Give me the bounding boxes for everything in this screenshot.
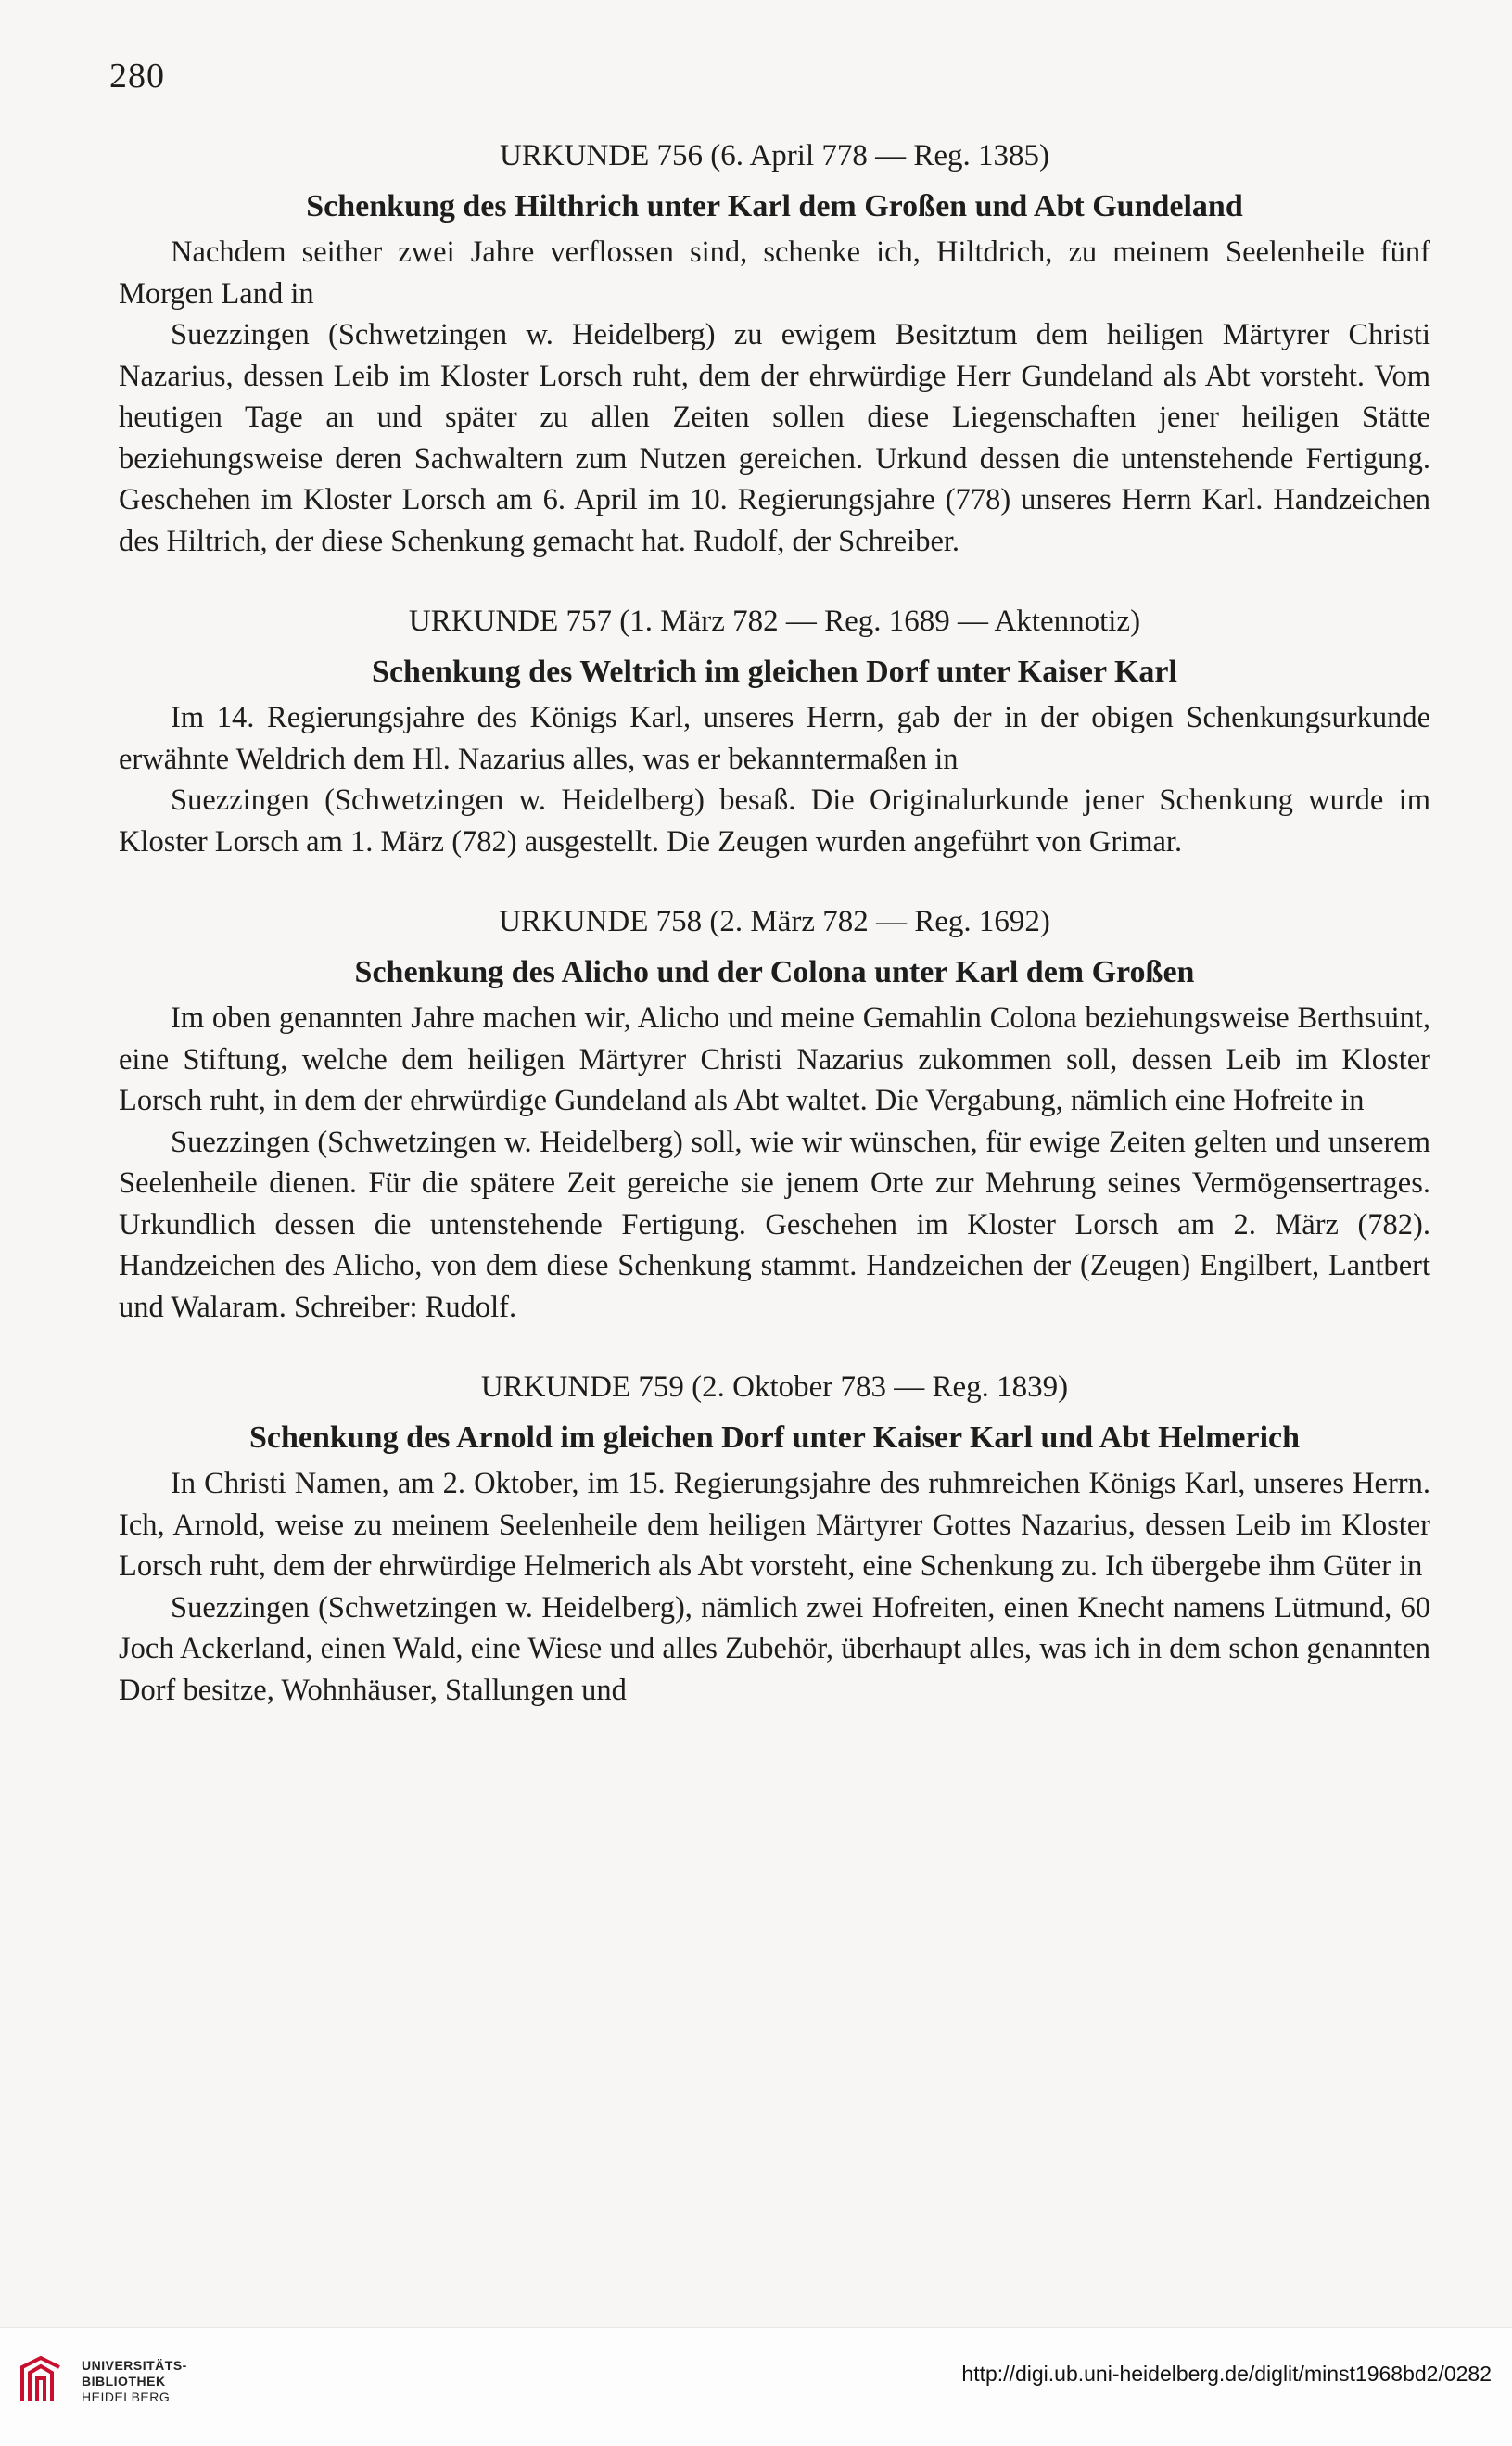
- paragraph: Suezzingen (Schwetzingen w. Heidelberg) zu ewigem Besitztum dem heiligen Märtyrer Christi Nazarius, dessen Leib im Kloster Lorsch ruht, dem der ehrwürdige Herr Gundeland als Abt vorsteht. Vom heutigen Tage an und später zu allen Zeiten sollen diese Liegenschaften jener heiligen Stätte beziehungsweise deren Sachwaltern zum Nutzen gereichen. Urkund dessen die untenstehende Fertigung. Geschehen im Kloster Lorsch am 6. April im 10. Regierungsjahre (778) unseres Herrn Karl. Handzeichen des Hiltrich, der diese Schenkung gemacht hat. Rudolf, der Schreiber.: [119, 318, 1430, 558]
- section-heading: URKUNDE 756 (6. April 778 — Reg. 1385): [499, 139, 1050, 172]
- paragraph: Im oben genannten Jahre machen wir, Alicho und meine Gemahlin Colona beziehungsweise Berthsuint, eine Stiftung, welche dem heiligen Märtyrer Christi Nazarius zukommen soll, dessen Leib im Kloster Lorsch ruht, in dem der ehrwürdige Gundeland als Abt waltet. Die Vergabung, nämlich eine Hofreite in: [119, 1001, 1430, 1117]
- urkunde-759: [119, 1367, 1430, 1711]
- library-line-2: BIBLIOTHEK: [82, 2374, 166, 2389]
- urkunde-758: [119, 901, 1430, 1328]
- urkunde-757: [119, 601, 1430, 862]
- section-heading: URKUNDE 758 (2. März 782 — Reg. 1692): [499, 905, 1050, 938]
- page-number: 280: [109, 57, 165, 96]
- library-line-3: HEIDELBERG: [82, 2389, 171, 2404]
- paragraph: Nachdem seither zwei Jahre verflossen sind, schenke ich, Hiltdrich, zu meinem Seelenheile fünf Morgen Land in: [119, 236, 1430, 311]
- library-logo-icon: [17, 2354, 65, 2406]
- permalink-url[interactable]: http://digi.ub.uni-heidelberg.de/diglit/minst1968bd2/0282: [961, 2362, 1492, 2386]
- document-body: [119, 135, 1430, 1711]
- section-title: Schenkung des Alicho und der Colona unter Karl dem Großen: [354, 955, 1195, 989]
- section-heading: URKUNDE 757 (1. März 782 — Reg. 1689 — Aktennotiz): [408, 605, 1141, 638]
- section-title: Schenkung des Arnold im gleichen Dorf unter Kaiser Karl und Abt Helmerich: [248, 1420, 1301, 1455]
- paragraph: In Christi Namen, am 2. Oktober, im 15. Regierungsjahre des ruhmreichen Königs Karl, unseres Herrn. Ich, Arnold, weise zu meinem Seelenheile dem heiligen Märtyrer Gottes Nazarius, dessen Leib im Kloster Lorsch ruht, dem der ehrwürdige Helmerich als Abt vorsteht, eine Schenkung zu. Ich übergebe ihm Güter in: [119, 1467, 1430, 1583]
- paragraph: Suezzingen (Schwetzingen w. Heidelberg) besaß. Die Originalurkunde jener Schenkung wurde im Kloster Lorsch am 1. März (782) ausgestellt. Die Zeugen wurden angeführt von Grimar.: [119, 783, 1430, 859]
- library-line-1: UNIVERSITÄTS-: [82, 2358, 187, 2373]
- paragraph: Im 14. Regierungsjahre des Königs Karl, unseres Herrn, gab der in der obigen Schenkungsurkunde erwähnte Weldrich dem Hl. Nazarius alles, was er bekanntermaßen in: [119, 701, 1430, 776]
- library-name: [82, 2358, 187, 2405]
- paragraph: Suezzingen (Schwetzingen w. Heidelberg) soll, wie wir wünschen, für ewige Zeiten gelten und unserem Seelenheile dienen. Für die spätere Zeit gereiche sie jenem Orte zur Mehrung seines Vermögensertrages. Urkundlich dessen die untenstehende Fertigung. Geschehen im Kloster Lorsch am 2. März (782). Handzeichen des Alicho, von dem diese Schenkung stammt. Handzeichen der (Zeugen) Engilbert, Lantbert und Walaram. Schreiber: Rudolf.: [119, 1125, 1430, 1324]
- section-title: Schenkung des Weltrich im gleichen Dorf unter Kaiser Karl: [372, 655, 1177, 689]
- section-heading: URKUNDE 759 (2. Oktober 783 — Reg. 1839): [480, 1370, 1069, 1404]
- urkunde-756: [119, 135, 1430, 562]
- section-title: Schenkung des Hilthrich unter Karl dem Großen und Abt Gundeland: [306, 189, 1243, 223]
- footer-bar: [0, 2327, 1512, 2446]
- paragraph: Suezzingen (Schwetzingen w. Heidelberg), nämlich zwei Hofreiten, einen Knecht namens Lütmund, 60 Joch Ackerland, einen Wald, eine Wiese und alles Zubehör, überhaupt alles, was ich in dem schon genannten Dorf besitze, Wohnhäuser, Stallungen und: [119, 1590, 1430, 1707]
